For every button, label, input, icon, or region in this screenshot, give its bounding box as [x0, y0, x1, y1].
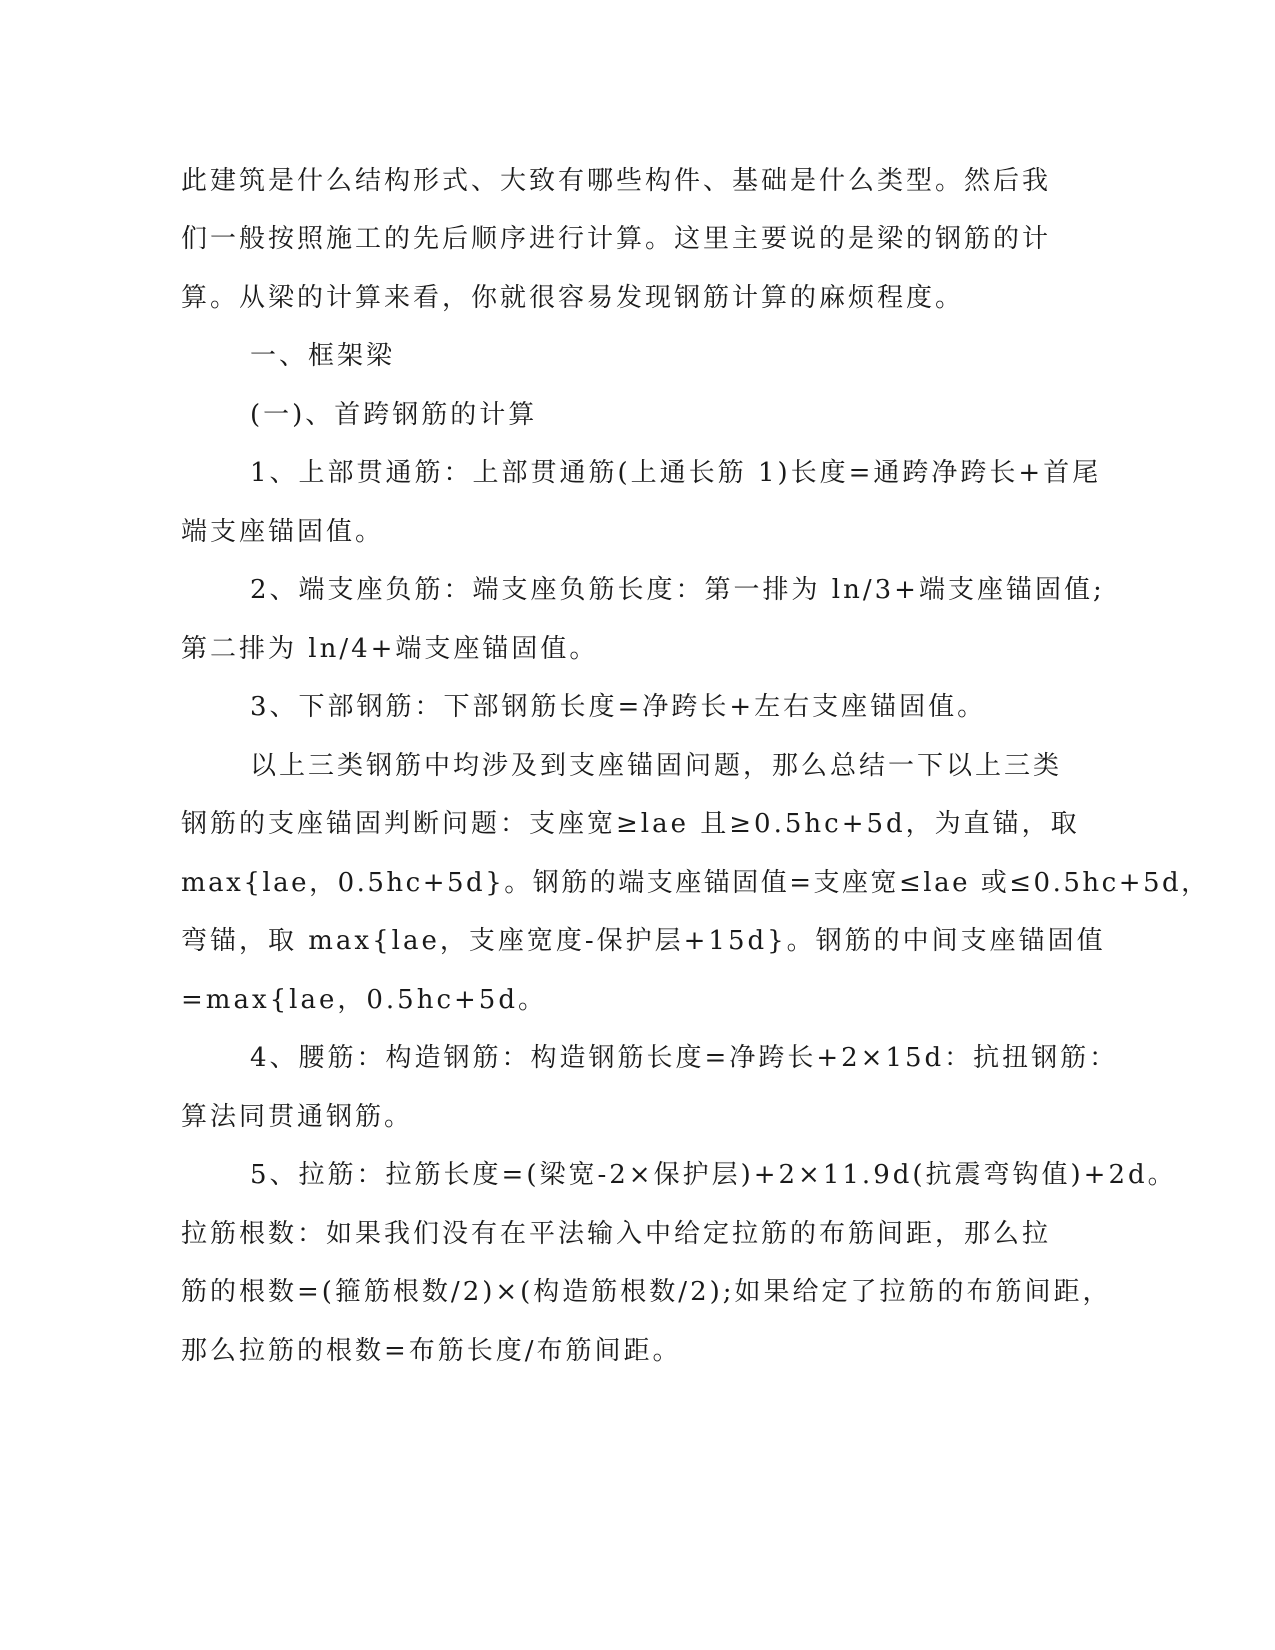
subsection-heading: (一)、首跨钢筋的计算: [250, 400, 538, 430]
summary-line-5: =max{lae，0.5hc+5d。: [181, 985, 547, 1015]
item-5-line-4: 那么拉筋的根数=布筋长度/布筋间距。: [181, 1336, 682, 1366]
summary-line-4: 弯锚，取 max{lae，支座宽度-保护层+15d}。钢筋的中间支座锚固值: [181, 926, 1106, 956]
item-4-line-1: 4、腰筋：构造钢筋：构造钢筋长度=净跨长+2×15d：抗扭钢筋：: [250, 1043, 1119, 1073]
item-3-line-1: 3、下部钢筋：下部钢筋长度=净跨长+左右支座锚固值。: [250, 692, 987, 722]
item-5-line-3: 筋的根数=(箍筋根数/2)×(构造筋根数/2);如果给定了拉筋的布筋间距，: [181, 1277, 1112, 1307]
item-4-line-2: 算法同贯通钢筋。: [181, 1102, 414, 1132]
summary-line-1: 以上三类钢筋中均涉及到支座锚固问题，那么总结一下以上三类: [250, 751, 1063, 781]
item-1-line-2: 端支座锚固值。: [181, 517, 385, 547]
item-5-line-2: 拉筋根数：如果我们没有在平法输入中给定拉筋的布筋间距，那么拉: [181, 1219, 1052, 1249]
text-line-3: 算。从梁的计算来看，你就很容易发现钢筋计算的麻烦程度。: [181, 283, 965, 313]
item-2-line-2: 第二排为 ln/4+端支座锚固值。: [181, 634, 599, 664]
text-line-1: 此建筑是什么结构形式、大致有哪些构件、基础是什么类型。然后我: [181, 166, 1052, 196]
summary-line-2: 钢筋的支座锚固判断问题：支座宽≥lae 且≥0.5hc+5d，为直锚，取: [181, 809, 1080, 839]
item-5-line-1: 5、拉筋：拉筋长度=(梁宽-2×保护层)+2×11.9d(抗震弯钩值)+2d。: [250, 1160, 1177, 1190]
section-heading: 一、框架梁: [250, 341, 396, 371]
summary-line-3: max{lae，0.5hc+5d}。钢筋的端支座锚固值=支座宽≤lae 或≤0.5hc+5d，: [181, 868, 1210, 898]
item-2-line-1: 2、端支座负筋：端支座负筋长度：第一排为 ln/3+端支座锚固值;: [250, 575, 1105, 605]
item-1-line-1: 1、上部贯通筋：上部贯通筋(上通长筋 1)长度=通跨净跨长+首尾: [250, 458, 1102, 488]
text-line-2: 们一般按照施工的先后顺序进行计算。这里主要说的是梁的钢筋的计: [181, 224, 1052, 254]
